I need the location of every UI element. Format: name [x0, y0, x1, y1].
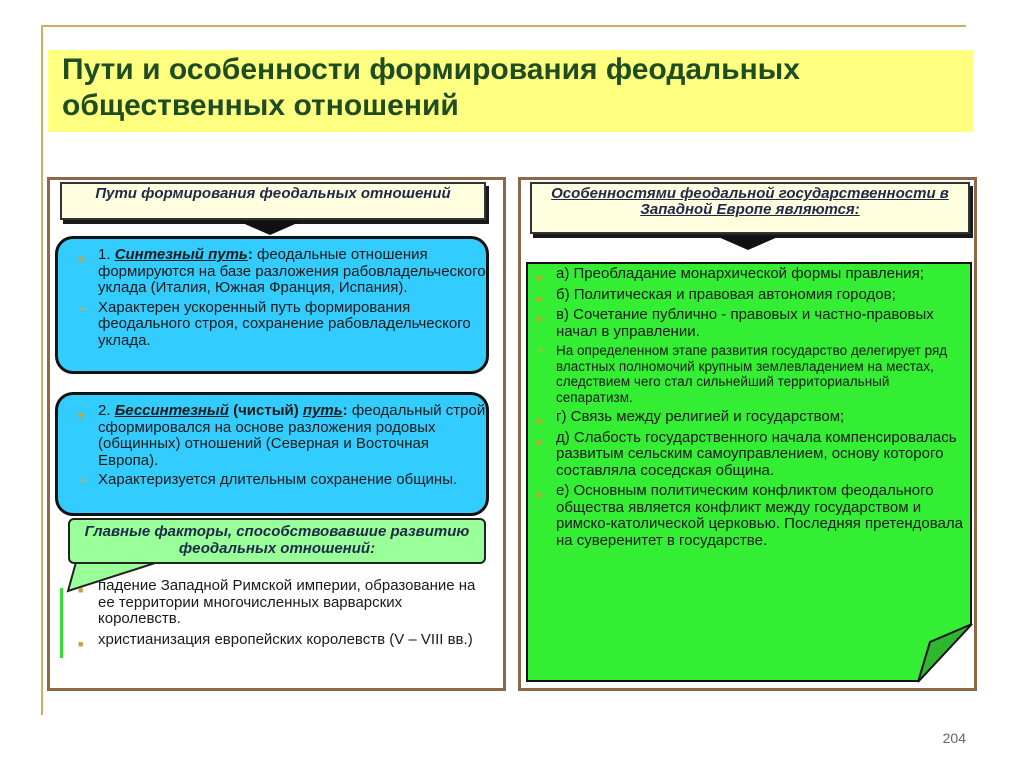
right-header-banner [530, 182, 970, 234]
bullet-square-icon: ■ [78, 410, 84, 420]
synthetic-path-term: Синтезный путь [114, 246, 248, 263]
list-item: ■ 1. Синтезный путь: феодальные отношения формируются на базе разложения рабовладельческого уклада (Италия, Южная Франция, Испания). [78, 246, 486, 296]
page-number: 204 [942, 730, 966, 746]
non-synthetic-path-term: Бессинтезный [114, 402, 229, 419]
factors-list [76, 578, 486, 648]
arrow-down-icon [238, 221, 302, 235]
list-item: ■ падение Западной Римской империи, образование на ее территории многочисленных варварских королевств. [78, 577, 476, 627]
feature-item-g: ■ г) Связь между религией и государством; [534, 409, 964, 426]
decor-horizontal-line [41, 25, 966, 27]
page-title: Пути и особенности формирования феодальных общественных отношений [62, 53, 800, 122]
list-item: ■ 2. Бессинтезный (чистый) путь: феодальный строй сформировался на основе разложения родовых (общинных) отношений (Северная и Восточная Европа). [78, 402, 486, 469]
factors-title: Главные факторы, способствовавшие развитию феодальных отношений: [84, 523, 470, 557]
bullet-square-icon: ■ [78, 254, 84, 264]
bullet-square-icon: ■ [536, 490, 542, 500]
bullet-arrow-icon: ➢ [78, 302, 88, 315]
bullet-square-icon: ■ [536, 416, 542, 426]
bullet-square-icon: ■ [78, 585, 84, 595]
page-curl-icon [916, 622, 974, 684]
bullet-square-icon: ■ [536, 436, 542, 447]
bullet-square-icon: ■ [536, 314, 542, 324]
bullet-square-icon: ■ [536, 293, 542, 304]
factors-callout [68, 518, 486, 564]
bullet-square-icon: ■ [536, 273, 542, 283]
list-item: ➢ Характерен ускоренный путь формирования феодального строя, сохранение рабовладельческого уклада. [78, 298, 471, 349]
feature-note: ➢ На определенном этапе развития государство делегирует ряд властных полномочий крупным землевладением на местах, следствием чего стал сильнейший территориальный сепаратизм. [536, 343, 948, 405]
bullet-square-icon: ■ [78, 638, 84, 649]
feature-item-c: ■ в) Сочетание публично - правовых и частно-правовых начал в управлении. [536, 306, 934, 340]
left-header-banner [60, 182, 486, 220]
bullet-arrow-icon: ➢ [536, 345, 546, 357]
feature-item-e: ■ е) Основным политическим конфликтом феодального общества является конфликт между государством и римско-католической церковью. Последняя претендовала на суверенитет в государстве. [536, 482, 963, 549]
feature-item-a: ■ а) Преобладание монархической формы правления; [534, 266, 964, 283]
left-header-text: Пути формирования феодальных отношений [95, 185, 451, 202]
feature-item-b: ■ б) Политическая и правовая автономия городов; [534, 287, 964, 304]
list-item: ➢ Характеризуется длительным сохранение общины. [78, 471, 458, 488]
bullet-arrow-icon: ➢ [78, 475, 88, 487]
synthetic-path-box [55, 236, 489, 374]
right-header-text: Особенностями феодальной государственности в Западной Европе являются: [551, 185, 949, 218]
features-list [534, 266, 964, 549]
decor-vertical-line [41, 25, 43, 715]
non-synthetic-path-box [55, 392, 489, 516]
arrow-down-icon [716, 236, 780, 250]
feature-item-d: ■ д) Слабость государственного начала компенсировалась развитым сельским самоуправлением, основу которого составляла соседская община. [536, 428, 957, 479]
green-accent-line [60, 588, 63, 658]
list-item: ■ христианизация европейских королевств (V – VIII вв.) [76, 632, 486, 649]
